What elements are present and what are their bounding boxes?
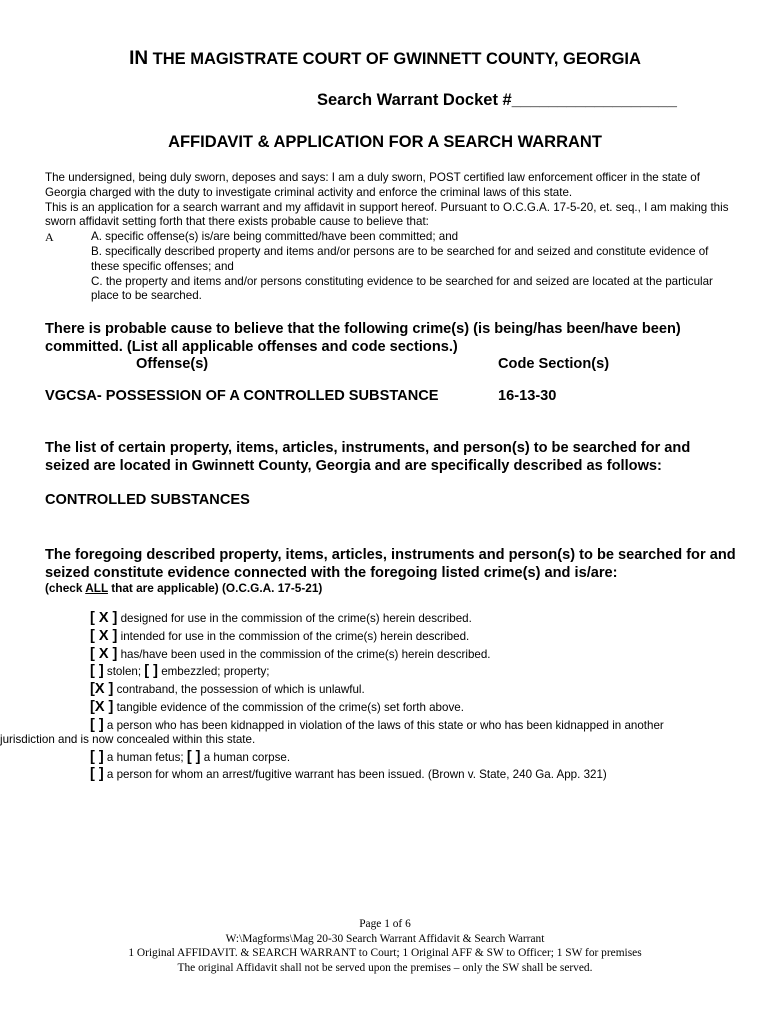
checkbox[interactable]: [ X ] [90, 627, 118, 644]
court-title [0, 48, 770, 70]
document-title: AFFIDAVIT & APPLICATION FOR A SEARCH WARRANT [168, 133, 602, 151]
property-description: CONTROLLED SUBSTANCES [45, 492, 250, 508]
property-heading: The list of certain property, items, articles, instruments, and person(s) to be searched for and seized are located in Gwinnett County, Georgia and are specifically described as follows: [45, 440, 691, 474]
checklist-item-kidnapped-continuation: jurisdiction and is now concealed within this state. [0, 732, 256, 746]
court-title-rest: THE MAGISTRATE COURT OF GWINNETT COUNTY, GEORGIA [148, 50, 641, 68]
check-instruction [45, 581, 322, 595]
checklist-label: intended for use in the commission of the crime(s) herein described. [117, 629, 470, 643]
checklist-label: a human fetus; [103, 750, 187, 764]
probable-cause-heading: There is probable cause to believe that the following crime(s) (is being/has been/have been) committed. (List all applicable offenses and code sections.) [45, 321, 681, 355]
checkbox[interactable]: [ X ] [90, 645, 118, 662]
check-instruction-all: ALL [85, 581, 108, 595]
code-section-value: 16-13-30 [498, 388, 557, 404]
checklist-item-kidnapped-person [90, 717, 740, 735]
distribution-note: 1 Original AFFIDAVIT. & SEARCH WARRANT to Court; 1 Original AFF & SW to Officer; 1 SW for premises [128, 947, 642, 959]
file-path: W:\Magforms\Mag 20-30 Search Warrant Affidavit & Search Warrant [225, 932, 545, 945]
check-instruction-pre: (check [45, 581, 86, 595]
checklist-item-designed [90, 610, 740, 628]
foregoing-heading: The foregoing described property, items, articles, instruments and person(s) to be searched for and seized constitute evidence connected with the foregoing listed crime(s) and is/are: [45, 547, 736, 581]
checklist-item-tangible-evidence [90, 699, 740, 717]
offense-value: VGCSA- POSSESSION OF A CONTROLLED SUBSTANCE [45, 388, 439, 404]
checklist-item-fetus-corpse [90, 749, 740, 767]
list-item-c: C. the property and items and/or persons constituting evidence to be searched for and seized are located at the particular place to be searched. [91, 274, 713, 303]
page-number: Page 1 of 6 [359, 918, 411, 930]
intro-paragraph-2: This is an application for a search warrant and my affidavit in support hereof. Pursuant to O.C.G.A. 17-5-20, et. seq., I am making this sworn affidavit setting forth that there exists probable cause to believe that: [45, 200, 729, 229]
docket-number-field: Search Warrant Docket #__________________ [317, 91, 677, 109]
intro-section [45, 171, 730, 304]
checklist-label: a person for whom an arrest/fugitive warrant has been issued. (Brown v. State, 240 Ga. App. 321) [103, 768, 607, 782]
checkbox[interactable]: [ ] [144, 663, 158, 680]
checklist-label: has/have been used in the commission of the crime(s) herein described. [117, 647, 491, 661]
checklist-label: contraband, the possession of which is unlawful. [113, 683, 365, 697]
checkbox[interactable]: [ ] [90, 663, 104, 680]
checklist-label: tangible evidence of the commission of the crime(s) set forth above. [113, 700, 464, 714]
service-notice: The original Affidavit shall not be served upon the premises – only the SW shall be served. [177, 961, 593, 974]
checklist-label: stolen; [103, 665, 145, 679]
checklist-label: a person who has been kidnapped in violation of the laws of this state or who has been kidnapped in another [103, 718, 664, 732]
list-item-b: B. specifically described property and items and/or persons are to be searched for and seized and constitute evidence of these specific offenses; and [91, 244, 709, 273]
checkbox[interactable]: [ X ] [90, 610, 118, 626]
evidence-checklist [0, 610, 740, 784]
checklist-item-intended [90, 628, 740, 646]
checkbox[interactable]: [X ] [90, 681, 114, 698]
offense-column-header: Offense(s) [136, 356, 209, 372]
checklist-label: designed for use in the commission of the crime(s) herein described. [117, 612, 472, 625]
code-section-column-header: Code Section(s) [498, 356, 610, 372]
court-title-first-word: IN [129, 48, 149, 69]
list-item-a: A. specific offense(s) is/are being committed/have been committed; and [91, 230, 459, 244]
probable-cause-list [45, 230, 730, 304]
checkbox[interactable]: [ ] [186, 748, 201, 765]
page-footer [0, 917, 770, 975]
checkbox[interactable]: [X ] [90, 698, 114, 715]
checkbox[interactable]: [ ] [90, 748, 104, 765]
checklist-item-stolen-embezzled [90, 663, 740, 681]
checklist-label: a human corpse. [200, 750, 291, 764]
intro-paragraph-1: The undersigned, being duly sworn, deposes and says: I am a duly sworn, POST certified law enforcement officer in the state of Georgia charged with the duty to investigate criminal activity and enforce the criminal laws of this state. [45, 171, 700, 199]
check-instruction-post: that are applicable) (O.C.G.A. 17-5-21) [107, 581, 323, 595]
list-letter: A [45, 230, 54, 245]
checklist-item-used [90, 646, 740, 664]
checkbox[interactable]: [ ] [90, 716, 104, 733]
checklist-item-warrant-person [90, 766, 740, 784]
checklist-label: embezzled; property; [157, 665, 270, 679]
checklist-item-contraband [90, 681, 740, 699]
checkbox[interactable]: [ ] [90, 766, 104, 783]
